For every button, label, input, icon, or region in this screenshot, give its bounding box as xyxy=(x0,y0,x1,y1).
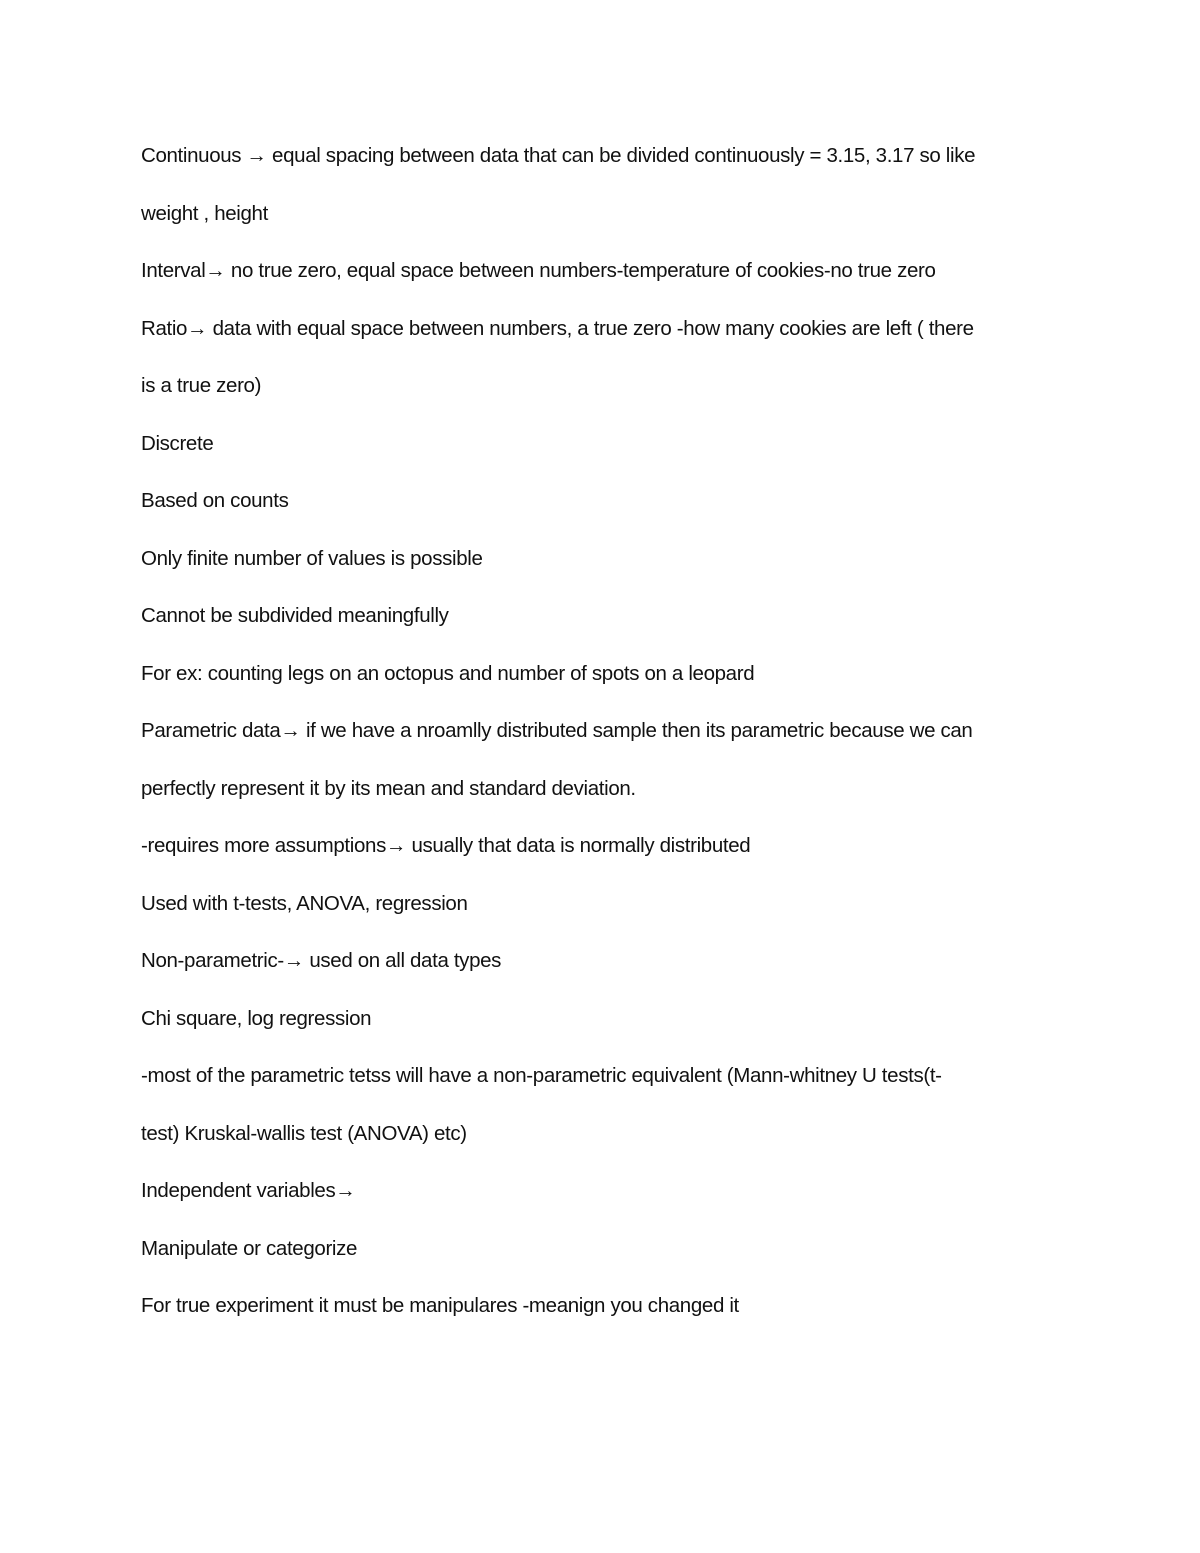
text-line: Chi square, log regression xyxy=(141,1006,372,1030)
text-line: Only finite number of values is possible xyxy=(141,546,483,570)
text-line: Interval→ no true zero, equal space between numbers-temperature of cookies-no true zero xyxy=(141,259,936,282)
text-line: -most of the parametric tetss will have a non-parametric equivalent (Mann-whitney U tests(t- xyxy=(141,1064,942,1087)
text-line: Cannot be subdivided meaningfully xyxy=(141,604,449,627)
text-line: weight , height xyxy=(141,201,268,225)
text-line: Ratio→ data with equal space between numbers, a true zero -how many cookies are left ( there xyxy=(141,316,974,340)
text-line: Manipulate or categorize xyxy=(141,1236,358,1260)
text-line: Parametric data→ if we have a nroamlly distributed sample then its parametric because we can xyxy=(141,719,973,742)
text-line: Based on counts xyxy=(141,489,289,512)
text-line: Continuous → equal spacing between data that can be divided continuously = 3.15, 3.17 so like xyxy=(141,144,976,167)
text-line: test) Kruskal-wallis test (ANOVA) etc) xyxy=(141,1121,467,1145)
text-line: For true experiment it must be manipulares -meanign you changed it xyxy=(141,1294,739,1317)
text-line: For ex: counting legs on an octopus and number of spots on a leopard xyxy=(141,661,755,685)
document-body xyxy=(141,127,1071,1335)
text-line: -requires more assumptions→ usually that data is normally distributed xyxy=(141,834,751,857)
text-line: Used with t-tests, ANOVA, regression xyxy=(141,891,468,915)
text-line: Independent variables→ xyxy=(141,1179,356,1202)
text-line: perfectly represent it by its mean and standard deviation. xyxy=(141,776,636,800)
text-line: Non-parametric-→ used on all data types xyxy=(141,949,502,972)
text-line: is a true zero) xyxy=(141,374,262,397)
text-line: Discrete xyxy=(141,431,214,455)
